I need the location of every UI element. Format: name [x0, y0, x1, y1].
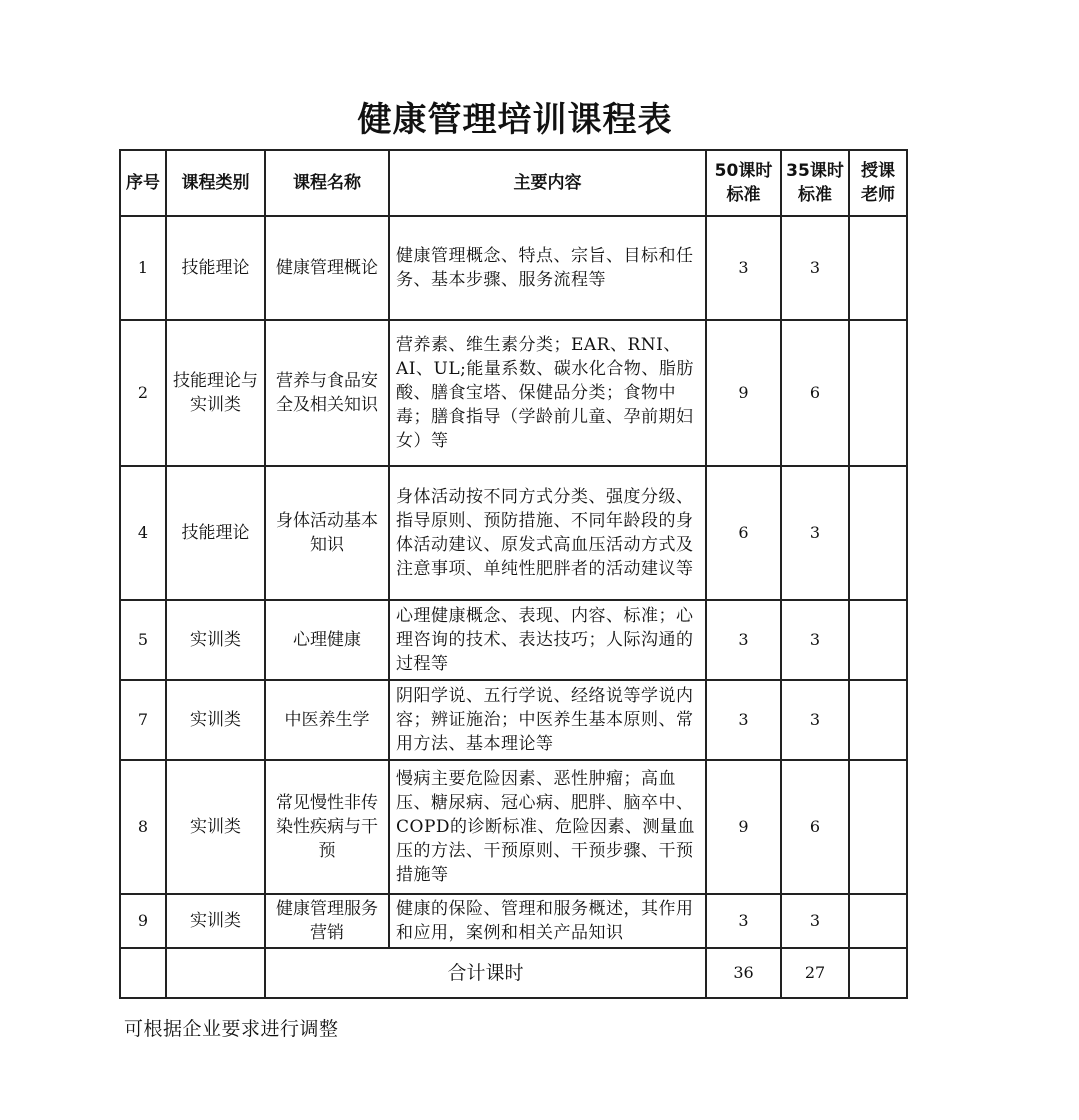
row-hours-50: 9 — [706, 760, 781, 894]
total-row — [120, 948, 907, 998]
table-row — [120, 216, 907, 320]
row-content: 阴阳学说、五行学说、经络说等学说内容；辨证施治；中医养生基本原则、常用方法、基本理论等 — [389, 680, 706, 760]
row-content: 健康管理概念、特点、宗旨、目标和任务、基本步骤、服务流程等 — [389, 216, 706, 320]
row-hours-35: 3 — [781, 216, 849, 320]
row-course-name: 营养与食品安全及相关知识 — [265, 320, 389, 466]
total-empty-cell — [166, 948, 265, 998]
row-category: 实训类 — [166, 600, 265, 680]
row-index: 1 — [120, 216, 166, 320]
row-hours-50: 3 — [706, 600, 781, 680]
total-hours-50: 36 — [706, 948, 781, 998]
total-teacher-cell — [849, 948, 907, 998]
row-content: 营养素、维生素分类；EAR、RNI、AI、UL;能量系数、碳水化合物、脂肪酸、膳食宝塔、保健品分类；食物中毒；膳食指导（学龄前儿童、孕前期妇女）等 — [389, 320, 706, 466]
row-category: 技能理论 — [166, 216, 265, 320]
table-row — [120, 680, 907, 760]
row-teacher — [849, 320, 907, 466]
header-teacher: 授课老师 — [849, 150, 907, 216]
header-category: 课程类别 — [166, 150, 265, 216]
row-content: 健康的保险、管理和服务概述，其作用和应用，案例和相关产品知识 — [389, 894, 706, 948]
table-header-row — [120, 150, 907, 216]
row-hours-35: 6 — [781, 320, 849, 466]
row-teacher — [849, 760, 907, 894]
page-title: 健康管理培训课程表 — [357, 100, 673, 140]
row-course-name: 身体活动基本知识 — [265, 466, 389, 600]
row-index: 4 — [120, 466, 166, 600]
row-teacher — [849, 894, 907, 948]
row-index: 5 — [120, 600, 166, 680]
row-course-name: 常见慢性非传染性疾病与干预 — [265, 760, 389, 894]
row-teacher — [849, 216, 907, 320]
row-category: 技能理论与实训类 — [166, 320, 265, 466]
row-hours-35: 3 — [781, 680, 849, 760]
row-hours-50: 6 — [706, 466, 781, 600]
row-content: 心理健康概念、表现、内容、标准；心理咨询的技术、表达技巧；人际沟通的过程等 — [389, 600, 706, 680]
row-course-name: 心理健康 — [265, 600, 389, 680]
row-teacher — [849, 600, 907, 680]
row-category: 实训类 — [166, 680, 265, 760]
table-row — [120, 466, 907, 600]
row-index: 8 — [120, 760, 166, 894]
table-row — [120, 600, 907, 680]
row-category: 实训类 — [166, 894, 265, 948]
row-category: 实训类 — [166, 760, 265, 894]
row-content: 身体活动按不同方式分类、强度分级、指导原则、预防措施、不同年龄段的身体活动建议、原发式高血压活动方式及注意事项、单纯性肥胖者的活动建议等 — [389, 466, 706, 600]
total-label: 合计课时 — [265, 948, 706, 998]
row-hours-50: 3 — [706, 894, 781, 948]
course-schedule-table — [119, 149, 908, 999]
row-hours-50: 9 — [706, 320, 781, 466]
row-course-name: 中医养生学 — [265, 680, 389, 760]
header-content: 主要内容 — [389, 150, 706, 216]
total-empty-cell — [120, 948, 166, 998]
row-hours-35: 3 — [781, 466, 849, 600]
row-index: 9 — [120, 894, 166, 948]
row-teacher — [849, 466, 907, 600]
row-hours-50: 3 — [706, 216, 781, 320]
total-hours-35: 27 — [781, 948, 849, 998]
row-category: 技能理论 — [166, 466, 265, 600]
header-hours-50: 50课时标准 — [706, 150, 781, 216]
row-teacher — [849, 680, 907, 760]
table-row — [120, 894, 907, 948]
header-index: 序号 — [120, 150, 166, 216]
row-course-name: 健康管理服务营销 — [265, 894, 389, 948]
footnote: 可根据企业要求进行调整 — [124, 1018, 339, 1040]
row-content: 慢病主要危险因素、恶性肿瘤；高血压、糖尿病、冠心病、肥胖、脑卒中、COPD的诊断标准、危险因素、测量血压的方法、干预原则、干预步骤、干预措施等 — [389, 760, 706, 894]
header-name: 课程名称 — [265, 150, 389, 216]
row-hours-35: 3 — [781, 894, 849, 948]
row-index: 2 — [120, 320, 166, 466]
row-hours-50: 3 — [706, 680, 781, 760]
header-hours-35: 35课时标准 — [781, 150, 849, 216]
table-row — [120, 760, 907, 894]
row-hours-35: 6 — [781, 760, 849, 894]
row-course-name: 健康管理概论 — [265, 216, 389, 320]
row-hours-35: 3 — [781, 600, 849, 680]
table-row — [120, 320, 907, 466]
row-index: 7 — [120, 680, 166, 760]
